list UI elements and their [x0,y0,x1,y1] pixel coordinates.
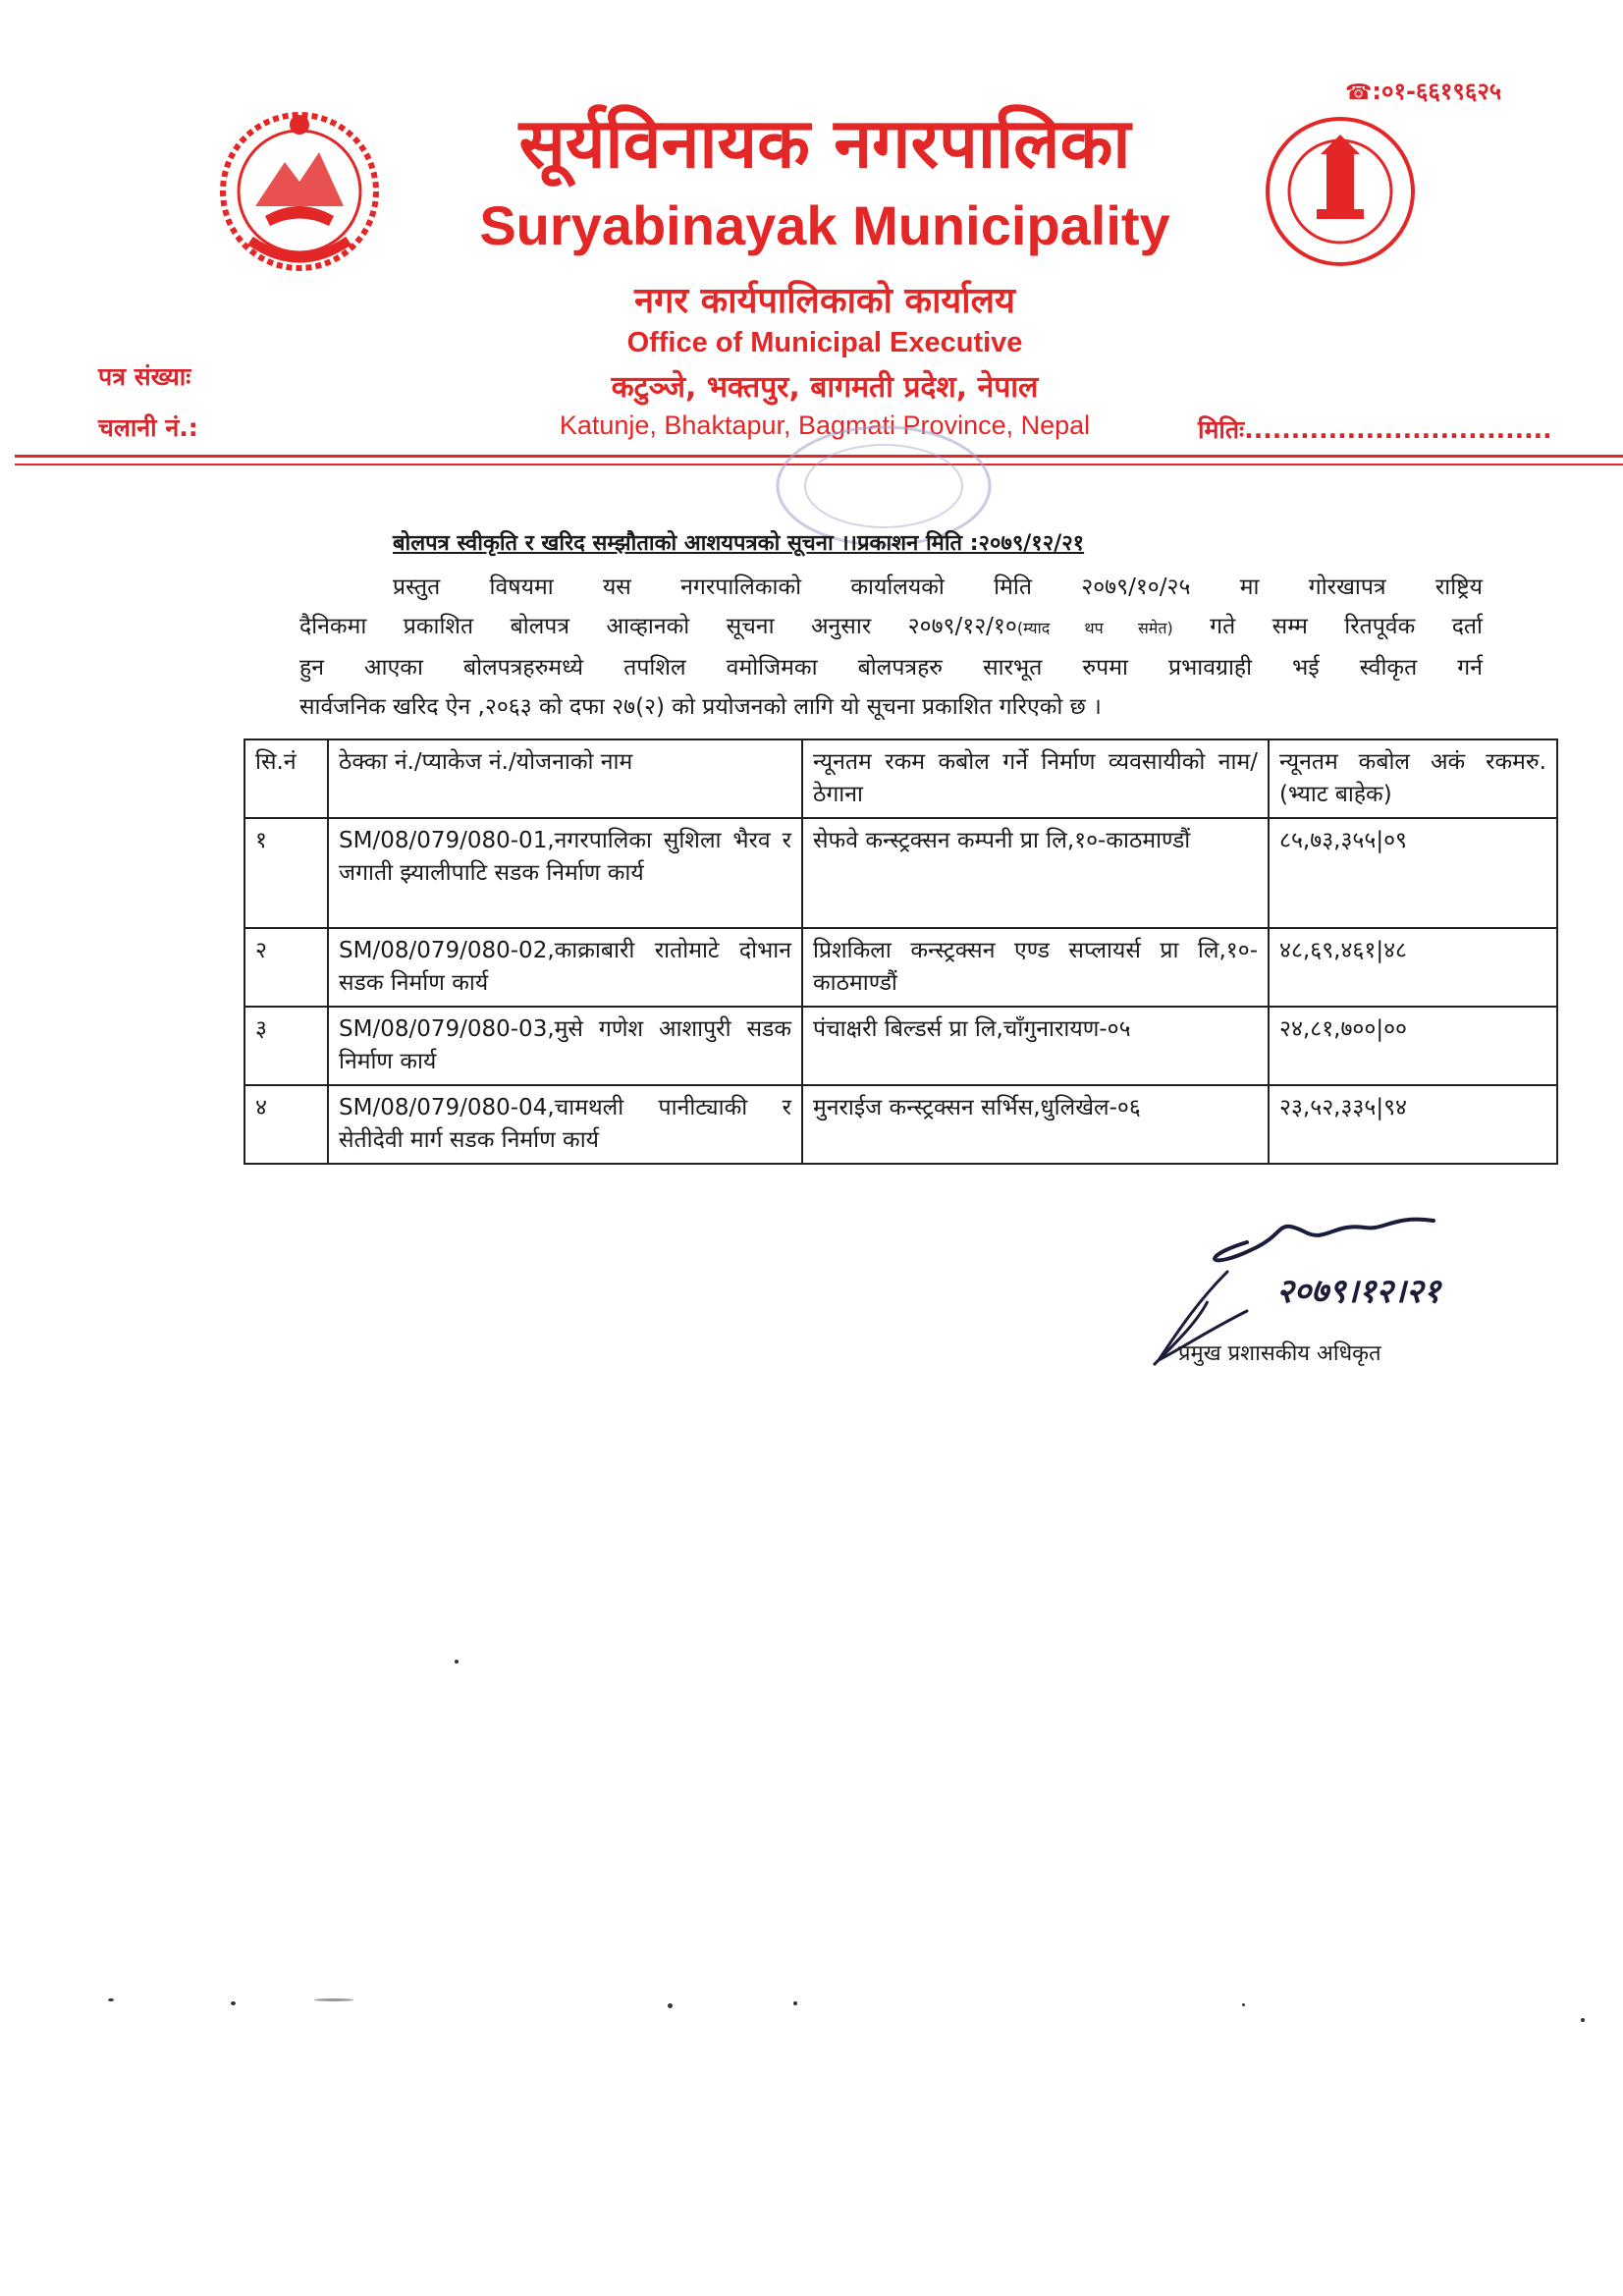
header-contract: ठेक्का नं./प्याकेज नं./योजनाको नाम [328,739,802,818]
nepal-emblem-icon [211,103,388,280]
serial-cell: २ [244,928,328,1007]
serial-cell: ३ [244,1007,328,1085]
header-bidder: न्यूनतम रकम कबोल गर्ने निर्माण व्यवसायीको नाम/ठेगाना [802,739,1269,818]
date-dots: ................................. [1244,415,1552,444]
municipality-name-en: Suryabinayak Municipality [479,194,1170,256]
address-en: Katunje, Bhaktapur, Bagmati Province, Nepal [559,410,1091,440]
notice-line-2: दैनिकमा प्रकाशित बोलपत्र आव्हानको सूचना अनुसार २०७९/१२/१०(म्याद थप समेत) गते सम्म रितपूर्वक दर्ता [299,614,1483,639]
amount-cell: २३,५२,३३५|९४ [1269,1085,1557,1164]
notice-line-1: प्रस्तुत विषयमा यस नगरपालिकाको कार्यालयको मिति २०७९/१०/२५ मा गोरखापत्र राष्ट्रिय [393,574,1483,600]
serial-cell: ४ [244,1085,328,1164]
notice-line-3: हुन आएका बोलपत्रहरुमध्ये तपशिल वमोजिमका बोलपत्रहरु सारभूत रुपमा प्रभावग्राही भई स्वीकृत गर्न [299,655,1483,681]
scan-speck [231,2001,236,2005]
scan-speck [668,2003,673,2008]
municipality-name-np: सूर्यविनायक नगरपालिका [518,103,1131,184]
contract-cell: SM/08/079/080-02,काक्राबारी रातोमाटे दोभान सडक निर्माण कार्य [328,928,802,1007]
table-row [244,1007,1557,1085]
date-label: मितिः [1198,415,1245,444]
bidder-cell: मुनराईज कन्स्ट्रक्सन सर्भिस,धुलिखेल-०६ [802,1085,1269,1164]
scan-speck [1242,2003,1245,2006]
extension-note: (म्याद थप समेत) [1016,619,1173,637]
bidder-cell: पंचाक्षरी बिल्डर्स प्रा लि,चाँगुनारायण-०५ [802,1007,1269,1085]
contract-cell: SM/08/079/080-04,चामथली पानीट्याकी र सेतीदेवी मार्ग सडक निर्माण कार्य [328,1085,802,1164]
scan-speck [455,1660,459,1664]
table-row [244,1085,1557,1164]
table-header-row [244,739,1557,818]
contract-cell: SM/08/079/080-01,नगरपालिका सुशिला भैरव र जगाती झ्यालीपाटि सडक निर्माण कार्य [328,818,802,928]
notice-line-4: सार्वजनिक खरिद ऐन ,२०६३ को दफा २७(२) को प्रयोजनको लागि यो सूचना प्रकाशित गरिएको छ । [299,694,1102,720]
amount-cell: २४,८१,७००|०० [1269,1007,1557,1085]
table-row [244,818,1557,928]
office-name-en: Office of Municipal Executive [626,327,1023,358]
header-serial: सि.नं [244,739,328,818]
scan-speck [1581,2018,1585,2022]
bidder-cell: प्रिशकिला कन्स्ट्रक्सन एण्ड सप्लायर्स प्रा लि,१०-काठमाण्डौं [802,928,1269,1007]
notice-heading: बोलपत्र स्वीकृति र खरिद सम्झौताको आशयपत्रको सूचना ।।प्रकाशन मिति :२०७९/१२/२१ [393,531,1085,556]
phone-icon: ☎ [1345,81,1373,105]
date-field [1198,412,1552,446]
phone-number: ☎:०१-६६१९६२५ [1345,78,1502,105]
dispatch-number-label: चलानी नं.: [98,413,198,442]
bidder-cell: सेफवे कन्स्ट्रक्सन कम्पनी प्रा लि,१०-काठमाण्डौं [802,818,1269,928]
amount-cell: ८५,७३,३५५|०९ [1269,818,1557,928]
scan-speck [108,1998,114,2001]
signatory-title: प्रमुख प्रशासकीय अधिकृत [1178,1341,1381,1366]
tender-table [243,738,1558,1165]
header-amount: न्यूनतम कबोल अकं रकमरु.(भ्याट बाहेक) [1269,739,1557,818]
municipality-seal-icon [1262,113,1419,270]
serial-cell: १ [244,818,328,928]
amount-cell: ४८,६९,४६१|४८ [1269,928,1557,1007]
address-np: कटुञ्जे, भक्तपुर, बागमती प्रदेश, नेपाल [611,370,1039,405]
scan-speck [314,1998,353,2001]
signature-date: २०७९।१२।२१ [1276,1272,1441,1311]
office-name-np: नगर कार्यपालिकाको कार्यालय [634,281,1015,321]
table-row [244,928,1557,1007]
scan-speck [793,2001,797,2005]
notice-body [299,568,1483,727]
letter-number-label: पत्र संख्याः [98,362,191,391]
contract-cell: SM/08/079/080-03,मुसे गणेश आशापुरी सडक निर्माण कार्य [328,1007,802,1085]
